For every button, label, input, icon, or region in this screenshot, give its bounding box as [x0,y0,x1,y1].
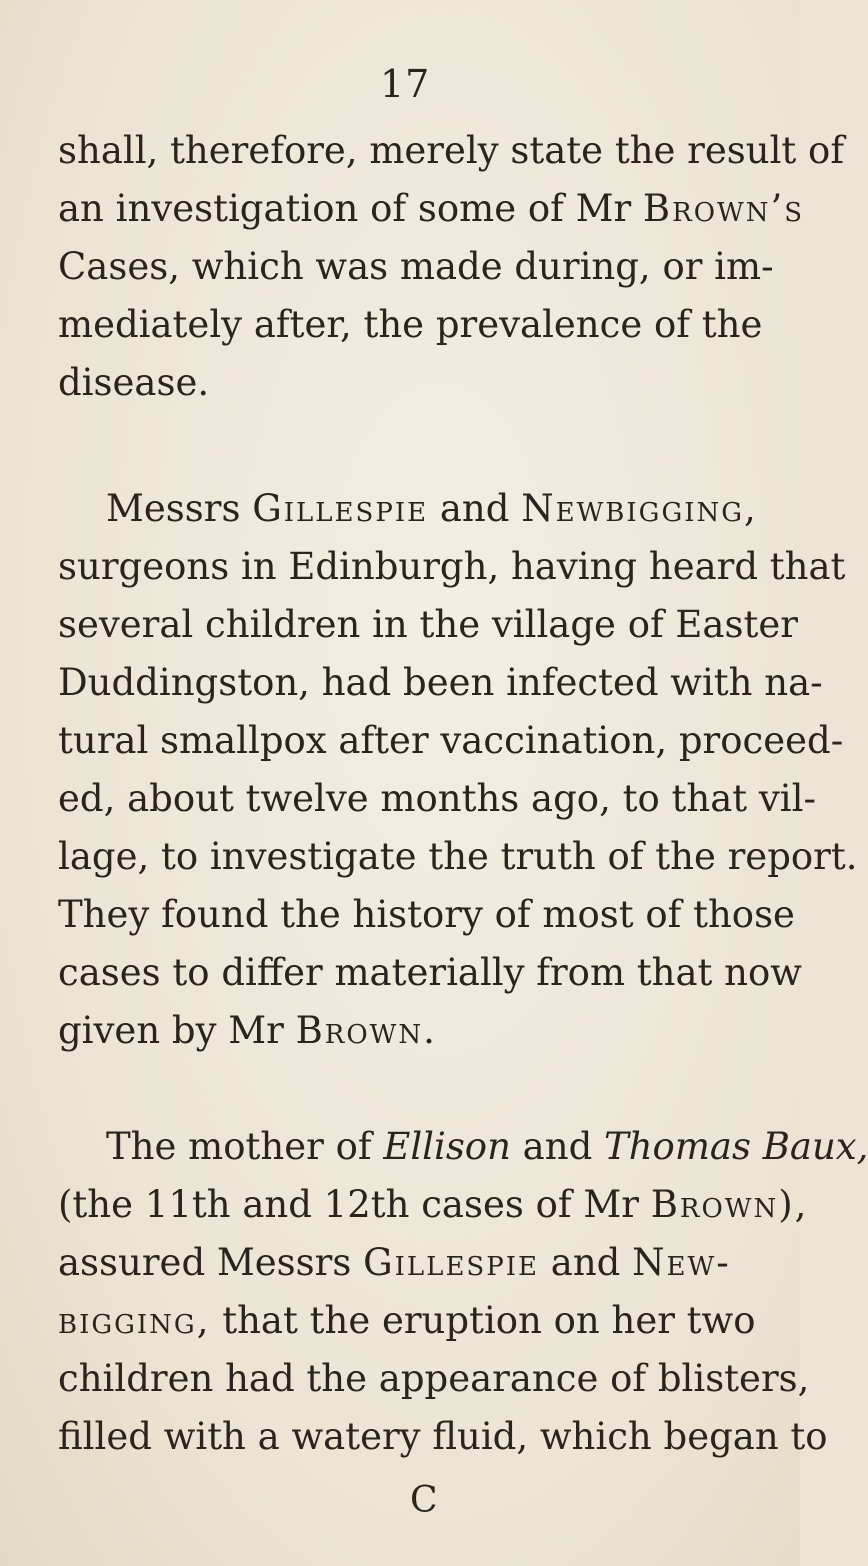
text-line [58,1292,778,1350]
text-run: an investigation of some of Mr [58,187,643,230]
text-line: children had the appearance of blisters, [58,1357,810,1400]
text-line: disease. [58,361,210,404]
text-line: Duddingston, had been infected with na- [58,661,823,704]
name-gillespie: Gillespie [363,1241,539,1284]
text-line: Cases, which was made during, or im- [58,245,774,288]
text-run: and [510,1125,605,1168]
text-line: mediately after, the prevalence of the [58,303,763,346]
text-line [58,180,805,238]
page-number: 17 [380,62,431,106]
name-brown: Brown’s [642,187,805,230]
text-line [58,480,778,538]
text-line: They found the history of most of those [58,893,795,936]
name-newbigging: New- [632,1241,731,1284]
text-run: and [539,1241,633,1284]
name-gillespie: Gillespie [252,487,429,530]
name-brown: Brown), [650,1183,809,1226]
text-line [58,1118,868,1176]
paragraph-2 [58,480,858,1060]
text-line: filled with a watery fluid, which began to [58,1415,828,1458]
text-line: shall, therefore, merely state the result of [58,129,845,172]
text-run: and [428,487,522,530]
text-line [58,1176,809,1234]
text-run: Messrs [106,487,253,530]
text-line: cases to differ materially from that now [58,951,802,994]
name-newbigging: bigging, [58,1299,211,1342]
text-run: The mother of [106,1125,384,1168]
text-run: (the 11th and 12th cases of Mr [58,1183,651,1226]
text-line: surgeons in Edinburgh, having heard that [58,545,846,588]
text-line [58,1002,778,1060]
signature-mark: C [410,1480,438,1521]
text-line: several children in the village of Easter [58,603,798,646]
text-line: ed, about twelve months ago, to that vil- [58,777,816,820]
paragraph-3 [58,1118,868,1466]
name-ellison: Ellison [383,1125,511,1168]
text-line [58,1234,778,1292]
paragraph-1 [58,122,845,412]
name-newbigging: Newbigging, [521,487,758,530]
name-thomas-baux: Thomas Baux, [604,1125,868,1168]
name-brown: Brown. [295,1009,437,1052]
text-line: tural smallpox after vaccination, proceed- [58,719,844,762]
text-line: lage, to investigate the truth of the report. [58,835,858,878]
text-run: assured Messrs [58,1241,364,1284]
text-run: that the eruption on her two [210,1299,756,1342]
text-run: given by Mr [58,1009,296,1052]
